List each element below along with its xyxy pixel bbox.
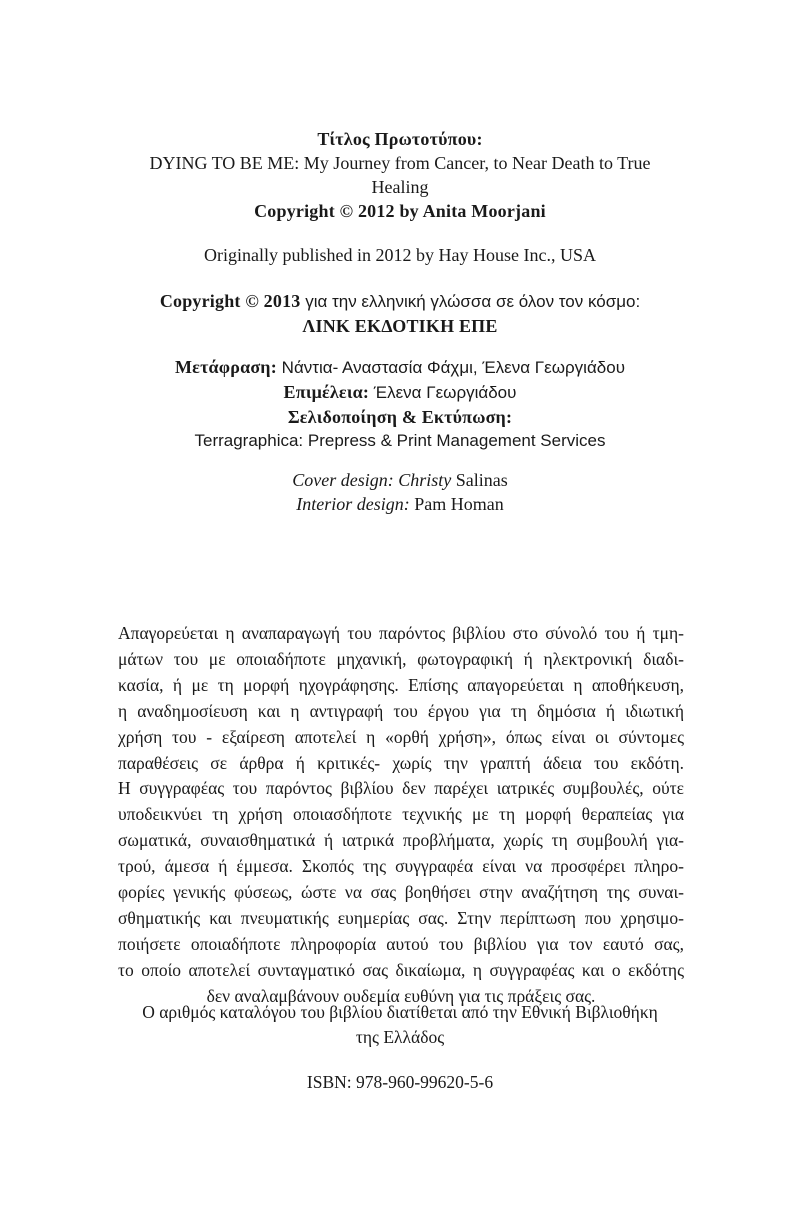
catalog-line-2: της Ελλάδος xyxy=(355,1027,445,1047)
legal-line: η αναδημοσίευση και η αντιγραφή του έργου για τη δημόσια ή ιδιωτική xyxy=(118,701,684,721)
legal-line: παραθέσεις σε άρθρα ή κριτικές- χωρίς την γραπτή άδεια του εκδότη. xyxy=(118,753,684,773)
legal-paragraph xyxy=(118,620,684,776)
disclaimer-line: το οποίο αποτελεί συνταγματικό σας δικαίωμα, η συγγραφέας και ο εκδότης xyxy=(118,960,684,980)
catalog-block xyxy=(0,1000,800,1050)
original-title-label: Τίτλος Πρωτοτύπου: xyxy=(317,129,483,149)
cover-design-label: Cover design: Christy xyxy=(292,470,452,490)
legal-line: μάτων του με οποιαδήποτε μηχανική, φωτογραφική ή ηλεκτρονική διαδι- xyxy=(118,649,684,669)
translation-value: Νάντια- Αναστασία Φάχμι, Έλενα Γεωργιάδου xyxy=(276,358,626,377)
legal-line: χρήση του - εξαίρεση αποτελεί η «ορθή χρήση», όπως είναι οι σύντομες xyxy=(118,727,684,747)
originally-published-text: Originally published in 2012 by Hay House Inc., USA xyxy=(204,245,596,265)
disclaimer-line: σθηματικής και πνευματικής ευημερίας σας. Στην περίπτωση που χρησιμο- xyxy=(118,908,684,928)
disclaimer-line: τρού, άμεσα ή έμμεσα. Σκοπός της συγγραφέα είναι να προσφέρει πληρο- xyxy=(118,856,684,876)
disclaimer-line: φορίες γενικής φύσεως, ώστε να σας βοηθήσει στην αναζήτηση της συναι- xyxy=(118,882,684,902)
legal-line: κασία, ή με τη μορφή ηχογράφησης. Επίσης απαγορεύεται η αποθήκευση, xyxy=(118,675,684,695)
disclaimer-line: Η συγγραφέας του παρόντος βιβλίου δεν παρέχει ιατρικές συμβουλές, ούτε xyxy=(118,778,684,798)
disclaimer-line: ποιήσετε οποιαδήποτε πληροφορία αυτού του βιβλίου για τον εαυτό σας, xyxy=(118,934,684,954)
legal-line: Απαγορεύεται η αναπαραγωγή του παρόντος βιβλίου στο σύνολό του ή τμη- xyxy=(118,623,684,643)
interior-design-value: Pam Homan xyxy=(409,494,504,514)
editing-value: Έλενα Γεωργιάδου xyxy=(369,383,517,402)
disclaimer-line: σωματικά, συναισθηματικά ή ιατρικά προβλήματα, χωρίς τη συμβουλή για- xyxy=(118,830,684,850)
interior-design-label: Interior design: xyxy=(296,494,410,514)
interior-design-line xyxy=(0,492,800,516)
editing-label: Επιμέλεια: xyxy=(283,382,370,402)
credits-block xyxy=(0,355,800,453)
layout-value: Terragraphica: Prepress & Print Management Services xyxy=(194,431,606,450)
original-title-line-2: Healing xyxy=(371,177,429,197)
cover-design-value: Salinas xyxy=(451,470,508,490)
greek-rights-block xyxy=(0,289,800,338)
original-title-line-1: DYING TO BE ME: My Journey from Cancer, to Near Death to True xyxy=(149,153,651,173)
editing-line xyxy=(0,380,800,405)
design-block xyxy=(0,468,800,516)
greek-copyright-rest: για την ελληνική γλώσσα σε όλον τον κόσμο: xyxy=(300,292,641,311)
layout-label: Σελιδοποίηση & Εκτύπωση: xyxy=(287,407,513,427)
translation-label: Μετάφραση: xyxy=(174,357,277,377)
disclaimer-paragraph xyxy=(118,775,684,1009)
translation-line xyxy=(0,355,800,380)
isbn-block xyxy=(0,1070,800,1094)
greek-copyright-bold: Copyright © 2013 xyxy=(159,291,301,311)
greek-copyright-line xyxy=(0,289,800,314)
cover-design-line xyxy=(0,468,800,492)
author-copyright: Copyright © 2012 by Anita Moorjani xyxy=(254,201,546,221)
greek-publisher: ΛΙΝΚ ΕΚΔΟΤΙΚΗ ΕΠΕ xyxy=(302,316,498,336)
publication-block xyxy=(0,243,800,267)
disclaimer-line: δεν αναλαμβάνουν ουδεμία ευθύνη για τις πράξεις σας. xyxy=(206,986,596,1006)
catalog-line-1: Ο αριθμός καταλόγου του βιβλίου διατίθεται από την Εθνική Βιβλιοθήκη xyxy=(142,1002,658,1022)
isbn-text: ISBN: 978-960-99620-5-6 xyxy=(306,1072,494,1092)
disclaimer-line: υποδεικνύει τη χρήση οποιασδήποτε τεχνικής με τη μορφή θεραπείας για xyxy=(118,804,684,824)
original-title-block xyxy=(0,127,800,223)
